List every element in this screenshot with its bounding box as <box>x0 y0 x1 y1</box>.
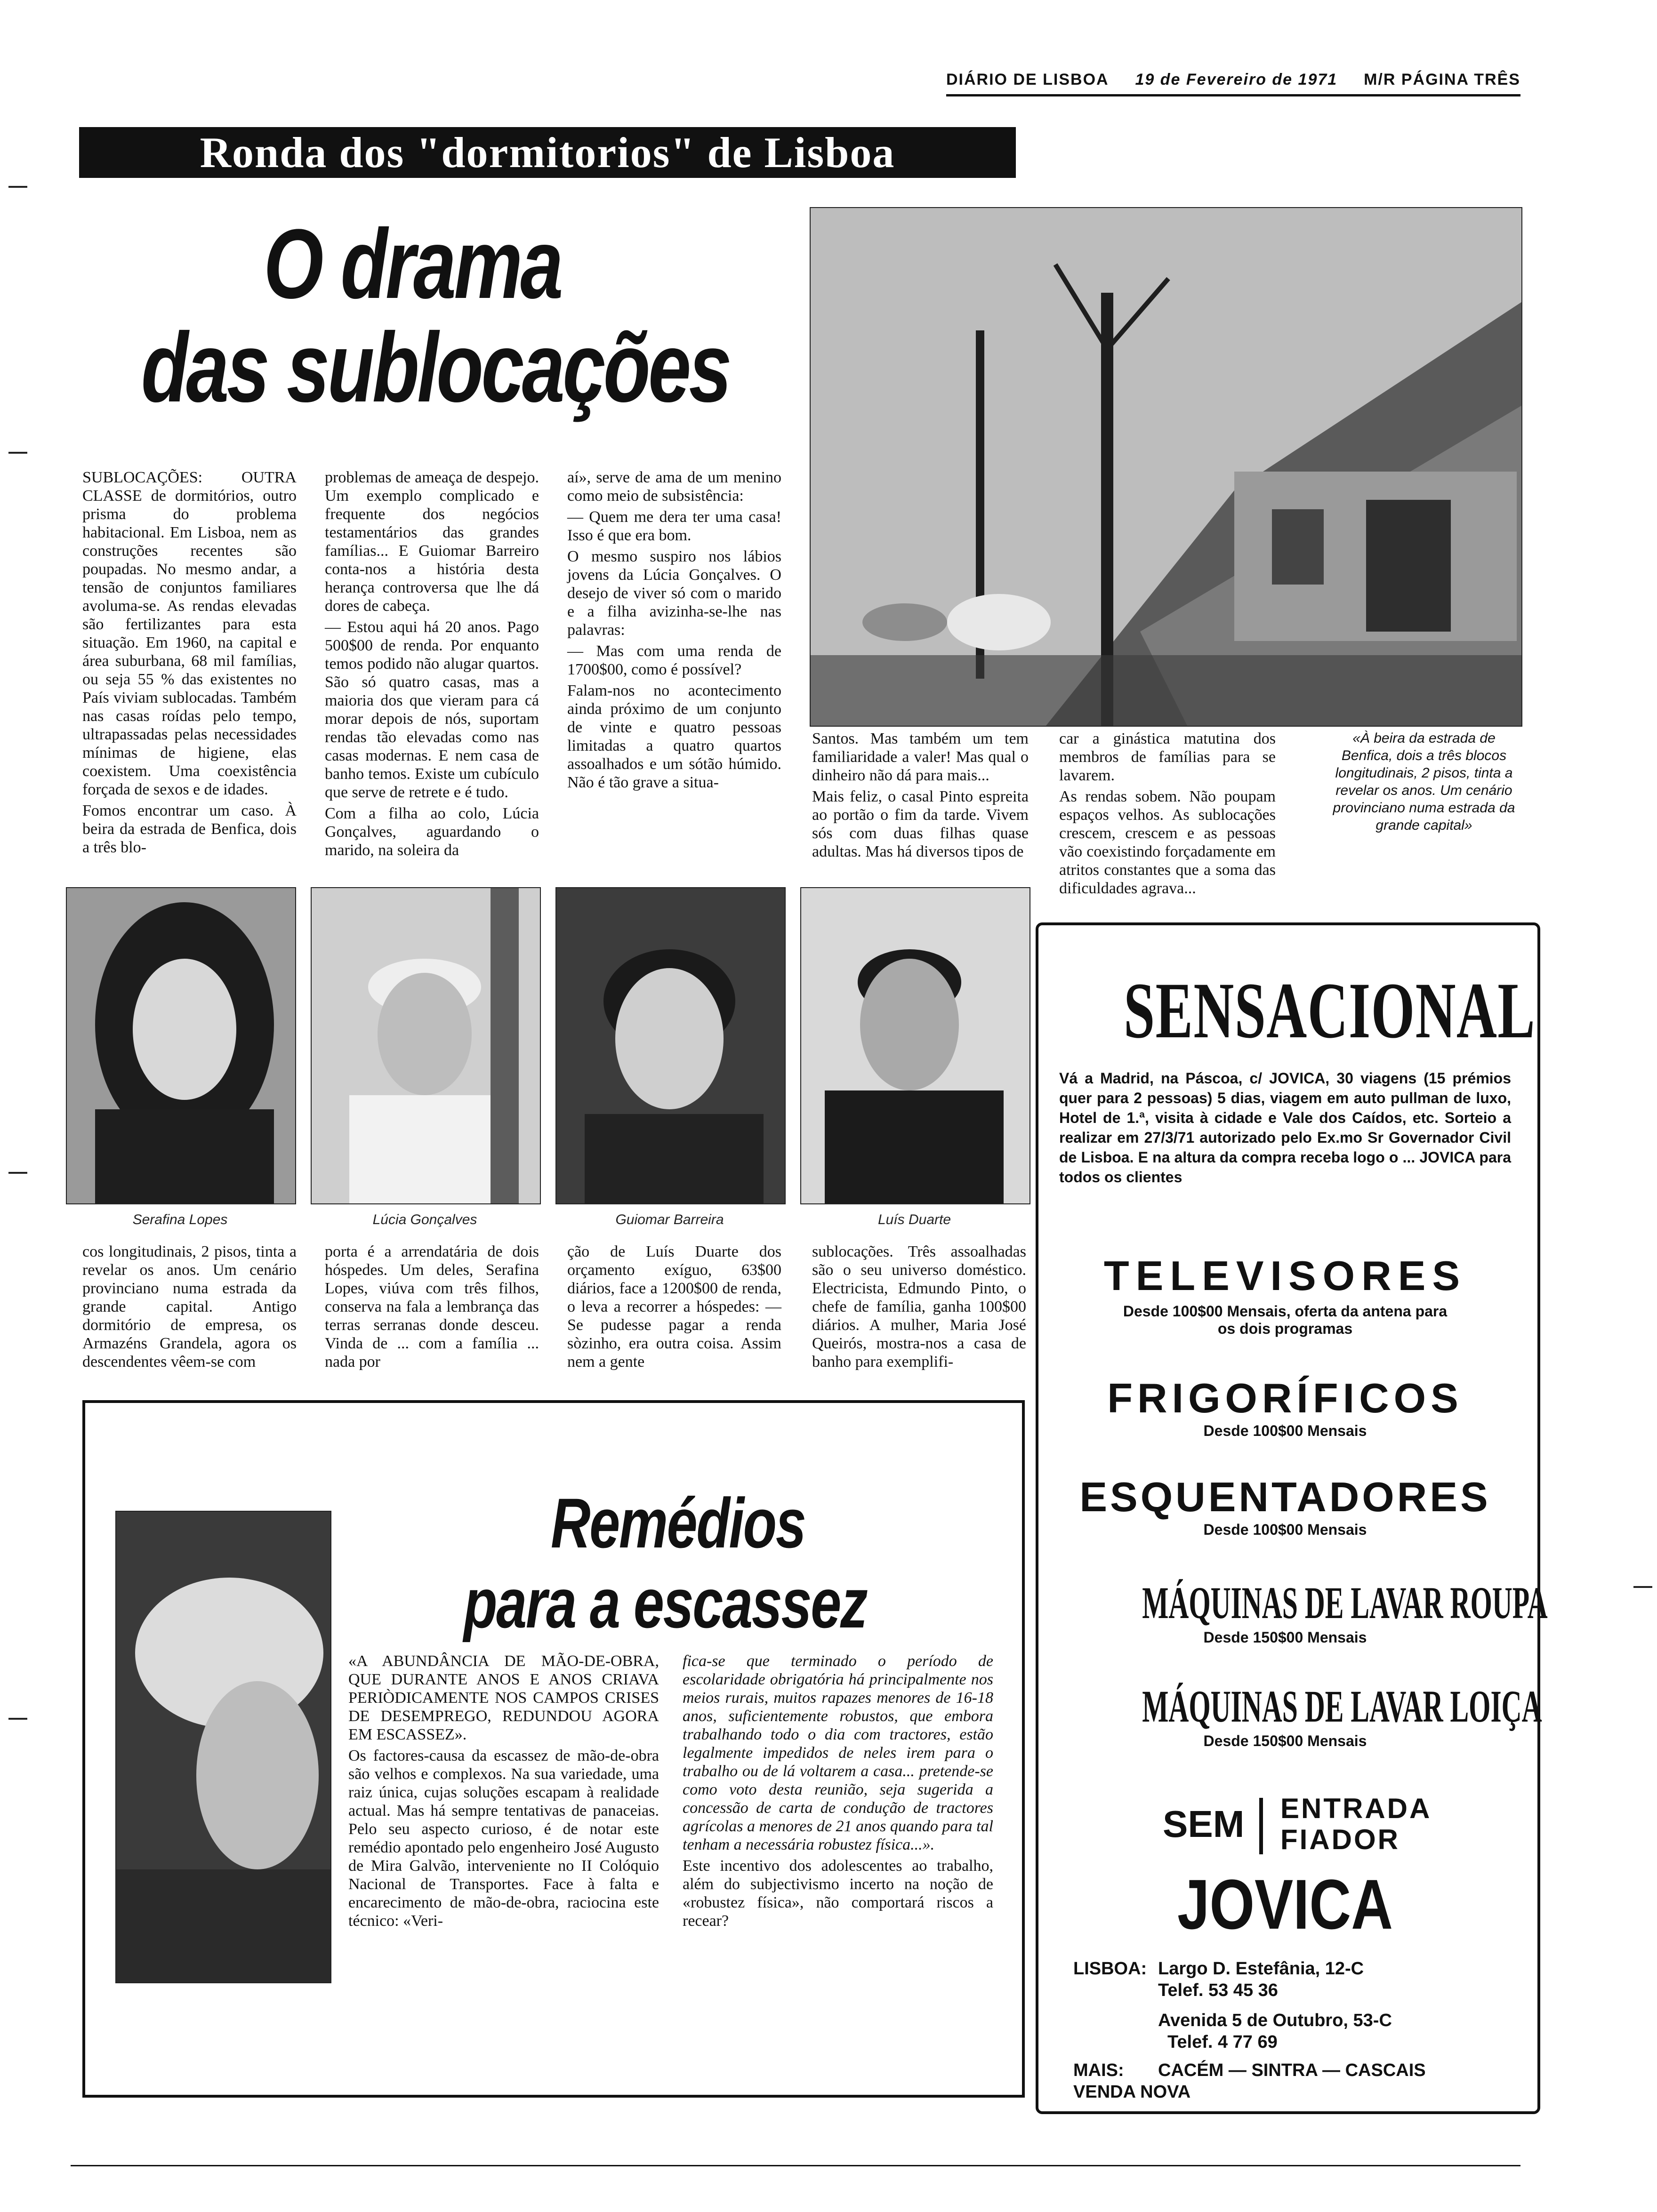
article1-column-4 <box>812 729 1029 885</box>
article1-col4-text-1: Santos. Mas também um tem familiaridade a valer! Mas qual o dinheiro não dá para mais... <box>812 730 1029 784</box>
ad-item-name: TELEVISORES <box>1103 1252 1467 1299</box>
article1-col2-text-2: — Estou aqui há 20 anos. Pago 500$00 de renda. Por enquanto temos podido não alugar quartos. São só quatro casas, mas a maioria dos que vieram para cá morar depois de nós, suportam rendas tão elevadas como nas casas modernas. E nem casa de banho temos. Existe um cubículo que serve de retrete e é tudo. <box>325 618 539 801</box>
ad-promo-text: Vá a Madrid, na Páscoa, c/ JOVICA, 30 viagens (15 prémios quer para 2 pessoas) 5 dias, viagem em auto pullman de luxo, Hotel de 1.ª, visita à cidade e Vale dos Caídos, etc. Sorteio a realizar em 27/3/71 autorizado pelo Ex.mo Sr Governador Civil de Lisboa. E na altura da compra receba logo o ... JOVICA para todos os clientes <box>1059 1070 1511 1186</box>
article1-column-5 <box>1059 729 1276 897</box>
article1-column-2 <box>325 468 539 882</box>
ad-fiador: FIADOR <box>1280 1824 1400 1855</box>
ad-headline: SENSACIONAL <box>1124 966 1536 1055</box>
article1-bottom-column-1: cos longitudinais, 2 pisos, tinta a revelar os anos. Um cenário provinciano numa estrada da grande capital. Antigo dormitório de empresa, os Armazéns Grandela, agora os descendentes vêem-se com <box>82 1243 297 1370</box>
article1-col4-text-2: Mais feliz, o casal Pinto espreita ao portão o fim da tarde. Vivem sós com duas filhas quase adultas. Mas há diversos tipos de <box>812 788 1029 860</box>
ad-entrada: ENTRADA <box>1280 1793 1432 1824</box>
article2-title-line-2: para a escassez <box>464 1563 867 1643</box>
article1-col3-text-1: aí», serve de ama de um menino como meio de subsistência: <box>567 469 781 505</box>
ad-item-name: FRIGORÍFICOS <box>1107 1375 1463 1421</box>
article2-body-1: Os factores-causa da escassez de mão-de-obra são velhos e complexos. Na sua variedade, uma raiz única, cujas soluções escapam à realidade actual. Mas há sempre tentativas de panaceias. Pelo seu aspecto curioso, é de notar este remédio apontado pelo engenheiro José Augusto de Mira Galvão, interveniente no II Colóquio Nacional de Transportes. Face à falta e encarecimento de mão-de-obra, raciocina este técnico: «Veri- <box>348 1747 660 1930</box>
ad-item <box>1054 1473 1516 1539</box>
margin-mark <box>8 1718 27 1720</box>
ad-brand: JOVICA <box>1177 1865 1393 1944</box>
ad-item <box>1054 1374 1516 1440</box>
header-rule <box>946 94 1520 96</box>
issue-date: 19 de Fevereiro de 1971 <box>1135 71 1338 88</box>
ad-town-last: VENDA NOVA <box>1073 2082 1191 2102</box>
ad-item-detail: Desde 150$00 Mensais <box>1203 1732 1367 1749</box>
margin-mark <box>1633 1586 1652 1588</box>
article1-col1-text: SUBLOCAÇÕES: OUTRA CLASSE de dormitórios, outro prisma do problema habitacional. Em Lisboa, nem as construções recentes são poupadas. No mesmo andar, a tensão de conjuntos familiares avoluma-se. As rendas elevadas são fertilizantes para esta situação. Em 1960, na capital e área suburbana, 68 mil famílias, ou seja 55 % das existentes no País viviam sublocadas. Também nas casas roídas pelo tempo, ultrapassadas pelas necessidades mínimas de higiene, elas coexistem. Uma coexistência forçada de sexos e de idades. <box>82 469 297 798</box>
footer-rule <box>71 2165 1520 2166</box>
ad-address-1: Largo D. Estefânia, 12-C <box>1158 1959 1364 1979</box>
article1-bottom-column-4: sublocações. Três assoalhadas são o seu universo doméstico. Electricista, Edmundo Pinto, o chefe de família, ganha 100$00 diários. A mulher, Maria José Queirós, mostra-nos a casa de banho para exemplifi- <box>812 1243 1026 1370</box>
article2-body-3: Este incentivo dos adolescentes ao trabalho, além do subjectivismo incerto na noção de «robustez física», não comportará riscos a recear? <box>683 1857 993 1930</box>
ad-item-detail: Desde 150$00 Mensais <box>1203 1629 1367 1646</box>
ad-item-name: ESQUENTADORES <box>1079 1474 1491 1520</box>
ad-item-detail: Desde 100$00 Mensais <box>1203 1422 1367 1439</box>
section-kicker: Ronda dos "dormitorios" de Lisboa <box>79 127 1016 178</box>
portrait-photo <box>555 887 786 1204</box>
portrait-caption: Lúcia Gonçalves <box>372 1212 477 1227</box>
ad-item <box>1054 1680 1542 1750</box>
article2-title-line-1: Remédios <box>551 1483 805 1563</box>
portrait-photo <box>800 887 1030 1204</box>
page-number: M/R PÁGINA TRÊS <box>1364 71 1520 88</box>
margin-mark <box>8 186 27 188</box>
article2-lead: «A ABUNDÂNCIA DE MÃO-DE-OBRA, QUE DURANTE ANOS E ANOS CRIAVA PERIÒDICAMENTE NOS CAMPOS CRISES DE DESEMPREGO, REDUNDOU AGORA EM ESCASSEZ». <box>348 1652 659 1743</box>
ad-phone-2: Telef. 4 77 69 <box>1167 2032 1278 2052</box>
article1-bottom-column-3: ção de Luís Duarte dos orçamento exíguo, 63$00 diários, face a 1200$00 de renda, o leva a recorrer a hóspedes: —Se pudesse pagar a renda sòzinho, era outra coisa. Assim nem a gente <box>567 1243 781 1370</box>
field-workers-photo <box>115 1511 331 1983</box>
ad-divider <box>1259 1798 1263 1854</box>
article1-column-3 <box>567 468 781 882</box>
street-photo <box>810 207 1522 727</box>
article1-col2-text-3: Com a filha ao colo, Lúcia Gonçalves, aguardando o marido, na soleira da <box>325 805 539 859</box>
page-header <box>946 71 1520 89</box>
margin-mark <box>8 1172 27 1174</box>
article1-col1-text-2: Fomos encontrar um caso. À beira da estrada de Benfica, dois a três blo- <box>82 802 297 856</box>
street-photo-caption: «À beira da estrada de Benfica, dois a três blocos longitudinais, 2 pisos, tinta a revelar os anos. Um cenário provinciano numa estrada da grande capital» <box>1333 730 1515 833</box>
ad-item-detail: Desde 100$00 Mensais <box>1203 1521 1367 1538</box>
ad-brand-wrap <box>1054 1864 1516 1945</box>
portrait-photo <box>66 887 296 1204</box>
ad-address-2: Avenida 5 de Outubro, 53-C <box>1158 2011 1392 2030</box>
ad-item-detail: Desde 100$00 Mensais, oferta da antena para os dois programas <box>1123 1303 1448 1337</box>
ad-mais-label: MAIS: <box>1073 2060 1124 2080</box>
portrait-photo <box>311 887 541 1204</box>
article1-col3-text-3: O mesmo suspiro nos lábios jovens da Lúcia Gonçalves. O desejo de viver só com o marido e a filha avizinha-se-lhe nas palavras: <box>567 548 781 639</box>
ad-phone-1: Telef. 53 45 36 <box>1158 1980 1278 2000</box>
article2-column-2 <box>683 1652 993 2076</box>
headline-line-2: das sublocações <box>141 312 730 423</box>
ad-headline-wrap <box>1054 965 1536 1057</box>
article1-col3-text-2: — Quem me dera ter uma casa! Isso é que era bom. <box>567 508 781 544</box>
ad-towns: CACÉM — SINTRA — CASCAIS <box>1158 2060 1426 2080</box>
ad-sem: SEM <box>1163 1803 1245 1845</box>
article1-col3-text-4: — Mas com uma renda de 1700$00, como é possível? <box>567 642 781 678</box>
portrait-caption: Guiomar Barreira <box>615 1212 724 1227</box>
article1-column-1 <box>82 468 297 882</box>
article1-col2-text-1: problemas de ameaça de despejo. Um exemplo complicado e frequente dos negócios testamentários das grandes famílias... E Guiomar Barreiro conta-nos a história desta herança controversa que lhe dá dores de cabeça. <box>325 469 539 615</box>
margin-mark <box>8 452 27 454</box>
article1-col5-text-1: car a ginástica matutina dos membros de famílias para se lavarem. <box>1059 730 1276 784</box>
article2-body-2: fica-se que terminado o período de escolaridade obrigatória há principalmente nos meios rurais, muitos rapazes menores de 16-18 anos, suficientemente robustos, que embora trabalhando todo o dia com tractores, estão legalmente impedidos de neles irem para o trabalho ou de lá voltarem a casa... pretende-se como voto desta reunião, seja sugerida a concessão de carta de condução de tractores agrícolas a menores de 21 anos quando para tal tenham a necessária robustez física...». <box>683 1652 993 1853</box>
newspaper-name: DIÁRIO DE LISBOA <box>946 71 1109 88</box>
ad-lisboa-label: LISBOA: <box>1073 1959 1147 1979</box>
ad-item-name: MÁQUINAS DE LAVAR ROUPA <box>1142 1578 1548 1628</box>
article1-bottom-column-2: porta é a arrendatária de dois hóspedes. Um deles, Serafina Lopes, viúva com três filhos, conserva na fala a lembrança das terras serranas donde desceu. Vinda de ... com a família ... nada por <box>325 1243 539 1370</box>
article1-col5-text-2: As rendas sobem. Não poupam espaços velhos. As sublocações crescem, crescem e as pessoas vão coexistindo forçadamente em atritos constantes que a soma das dificuldades agrava... <box>1059 788 1276 897</box>
portrait-caption: Serafina Lopes <box>132 1212 228 1227</box>
article1-col3-text-5: Falam-nos no acontecimento ainda próximo de um conjunto de vinte e quatro pessoas limitadas a quatro quartos assoalhados e um sótão húmido. Não é tão grave a situa- <box>567 682 781 791</box>
portrait-caption: Luís Duarte <box>877 1212 951 1227</box>
ad-item <box>1054 1577 1548 1646</box>
article2-column-1 <box>348 1652 659 2076</box>
ad-item <box>1054 1252 1516 1338</box>
headline-line-1: O drama <box>264 208 561 319</box>
ad-entrada-fiador <box>1280 1793 1432 1855</box>
ad-item-name: MÁQUINAS DE LAVAR LOIÇA <box>1142 1681 1542 1731</box>
